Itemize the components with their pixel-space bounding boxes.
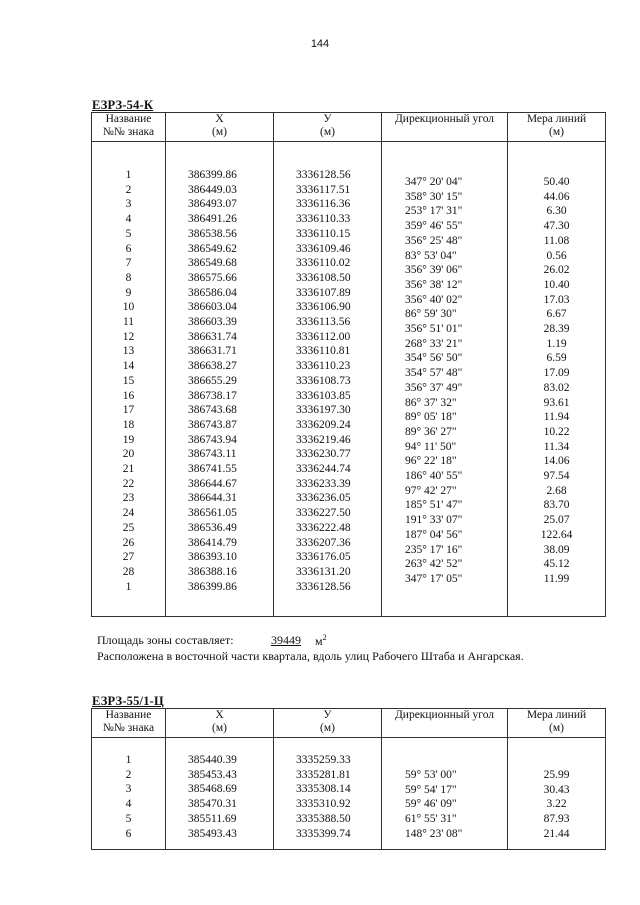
y-coordinate: 3336110.81	[296, 345, 351, 358]
y-coordinate: 3336108.73	[296, 374, 351, 387]
y-coordinate: 3336116.36	[296, 198, 351, 211]
point-number: 6	[125, 827, 132, 840]
line-length-list	[508, 142, 605, 587]
x-coordinate: 386738.17	[188, 389, 237, 402]
x-coordinate: 385493.43	[188, 827, 237, 840]
header-length: Мера линий (м)	[508, 113, 606, 142]
line-length: 10.40	[543, 278, 570, 291]
direction-angle: 235° 17' 16"	[405, 543, 463, 556]
line-length: 10.22	[543, 425, 570, 438]
y-coordinate: 3336128.56	[296, 580, 351, 593]
x-coordinate: 386575.66	[188, 271, 237, 284]
direction-angle: 356° 51' 01"	[405, 323, 463, 336]
y-coordinate: 3336113.56	[296, 316, 351, 329]
line-length: 83.70	[543, 499, 570, 512]
line-length: 17.09	[543, 367, 570, 380]
direction-angle: 263° 42' 52"	[405, 558, 463, 571]
point-number: 1	[125, 169, 132, 181]
y-coordinate: 3336110.33	[296, 213, 351, 226]
direction-angle: 191° 33' 07"	[405, 514, 463, 527]
zone-title-2: ЕЗРЗ-55/1-Ц	[92, 694, 164, 708]
zone-title-1: ЕЗРЗ-54-К	[92, 98, 154, 112]
header-y: У (м)	[274, 709, 382, 738]
point-number: 10	[122, 301, 135, 314]
direction-angle: 86° 59' 30"	[405, 308, 457, 321]
direction-angle-list	[382, 142, 507, 587]
header-angle: Дирекционный угол	[382, 113, 508, 142]
point-number: 12	[122, 330, 135, 343]
x-coordinate: 386631.71	[188, 345, 237, 358]
point-number: 20	[122, 448, 135, 461]
line-length: 0.56	[546, 249, 567, 262]
x-coordinate: 386603.39	[188, 316, 237, 329]
line-length: 11.94	[543, 411, 570, 424]
point-number: 16	[122, 389, 135, 402]
point-number: 5	[125, 812, 132, 825]
point-number-list	[92, 142, 165, 594]
y-coordinate: 3336207.36	[296, 536, 351, 549]
line-length: 6.59	[546, 352, 567, 365]
x-coordinate: 385470.31	[188, 798, 237, 811]
point-number: 23	[122, 492, 135, 505]
y-coordinate: 3336110.23	[296, 360, 351, 373]
point-number: 4	[125, 213, 132, 226]
y-coordinate: 3336222.48	[296, 521, 351, 534]
point-number: 8	[125, 271, 132, 284]
direction-angle: 354° 56' 50"	[405, 352, 463, 365]
x-coordinate: 386644.67	[188, 477, 237, 490]
y-coordinate: 3336236.05	[296, 492, 351, 505]
point-number: 22	[122, 477, 135, 490]
direction-angle: 253° 17' 31"	[405, 205, 463, 218]
coordinates-table-2	[91, 708, 606, 850]
point-number: 2	[125, 183, 132, 196]
y-coordinate: 3336176.05	[296, 551, 351, 564]
y-coordinate-list	[274, 142, 381, 594]
line-length: 1.19	[546, 337, 567, 350]
direction-angle: 86° 37' 32"	[405, 396, 457, 409]
x-coordinate: 386393.10	[188, 551, 237, 564]
direction-angle: 97° 42' 27"	[405, 484, 457, 497]
point-number: 25	[122, 521, 135, 534]
point-number: 28	[122, 565, 135, 578]
point-number: 26	[122, 536, 135, 549]
x-coordinate: 386538.56	[188, 227, 237, 240]
x-coordinate: 386536.49	[188, 521, 237, 534]
y-coordinate: 3336197.30	[296, 404, 351, 417]
direction-angle: 356° 39' 06"	[405, 264, 463, 277]
line-length: 21.44	[543, 827, 570, 840]
line-length: 25.99	[543, 769, 570, 781]
direction-angle: 83° 53' 04"	[405, 249, 457, 262]
line-length: 6.30	[546, 205, 567, 218]
header-point-name: Название №№ знака	[92, 709, 166, 738]
point-number: 1	[125, 580, 132, 593]
point-number: 2	[125, 768, 132, 781]
y-coordinate: 3335388.50	[296, 812, 351, 825]
line-length: 93.61	[543, 396, 570, 409]
line-length: 6.67	[546, 308, 567, 321]
line-length: 50.40	[543, 176, 570, 188]
x-coordinate: 386388.16	[188, 565, 237, 578]
y-coordinate: 3336112.00	[296, 330, 351, 343]
y-coordinate: 3336106.90	[296, 301, 351, 314]
x-coordinate: 386743.94	[188, 433, 237, 446]
y-coordinate: 3335259.33	[296, 754, 351, 766]
line-length: 122.64	[540, 528, 573, 541]
y-coordinate: 3336110.02	[296, 257, 351, 270]
x-coordinate: 386741.55	[188, 463, 237, 476]
y-coordinate: 3335308.14	[296, 783, 351, 796]
point-number: 18	[122, 418, 135, 431]
direction-angle: 148° 23' 08"	[405, 827, 463, 840]
y-coordinate: 3335399.74	[296, 827, 351, 840]
direction-angle: 59° 53' 00"	[405, 769, 457, 781]
direction-angle: 356° 38' 12"	[405, 278, 463, 291]
direction-angle: 185° 51' 47"	[405, 499, 463, 512]
direction-angle: 347° 20' 04"	[405, 176, 463, 188]
y-coordinate: 3336117.51	[296, 183, 351, 196]
direction-angle: 359° 46' 55"	[405, 220, 463, 233]
x-coordinate: 385440.39	[188, 754, 237, 766]
point-number: 19	[122, 433, 135, 446]
x-coordinate: 386493.07	[188, 198, 237, 211]
y-coordinate: 3335281.81	[296, 768, 351, 781]
direction-angle: 96° 22' 18"	[405, 455, 457, 468]
zone-location-text: Расположена в восточной части квартала, вдоль улиц Рабочего Штаба и Ангарская.	[97, 649, 524, 663]
point-number: 3	[125, 198, 132, 211]
line-length: 28.39	[543, 323, 570, 336]
x-coordinate: 385511.69	[188, 812, 237, 825]
direction-angle: 356° 37' 49"	[405, 381, 463, 394]
header-x: X (м)	[166, 113, 274, 142]
x-coordinate: 386603.04	[188, 301, 237, 314]
y-coordinate: 3336230.77	[296, 448, 351, 461]
y-coordinate: 3336109.46	[296, 242, 351, 255]
point-number: 1	[125, 754, 132, 766]
coordinates-table-1	[91, 112, 606, 617]
y-coordinate: 3336103.85	[296, 389, 351, 402]
page-number: 144	[310, 38, 330, 50]
direction-angle: 186° 40' 55"	[405, 470, 463, 483]
x-coordinate: 385468.69	[188, 783, 237, 796]
area-unit: $м^2$	[315, 633, 327, 648]
x-coordinate: 386743.68	[188, 404, 237, 417]
y-coordinate: 3336108.50	[296, 271, 351, 284]
point-number: 11	[122, 316, 135, 329]
direction-angle: 358° 30' 15"	[405, 190, 463, 203]
line-length: 97.54	[543, 470, 570, 483]
point-number: 9	[125, 286, 132, 299]
x-coordinate: 386399.86	[188, 580, 237, 593]
area-value: 39449	[271, 633, 301, 647]
line-length: 2.68	[546, 484, 567, 497]
line-length: 30.43	[543, 783, 570, 796]
x-coordinate: 386631.74	[188, 330, 237, 343]
point-number: 6	[125, 242, 132, 255]
point-number: 27	[122, 551, 135, 564]
point-number: 24	[122, 507, 135, 520]
direction-angle: 354° 57' 48"	[405, 367, 463, 380]
y-coordinate: 3336233.39	[296, 477, 351, 490]
y-coordinate: 3336131.20	[296, 565, 351, 578]
line-length: 87.93	[543, 813, 570, 826]
line-length: 25.07	[543, 514, 570, 527]
header-length: Мера линий (м)	[508, 709, 606, 738]
x-coordinate: 386644.31	[188, 492, 237, 505]
area-label: Площадь зоны составляет:	[97, 633, 234, 647]
y-coordinate: 3335310.92	[296, 798, 351, 811]
x-coordinate: 386743.11	[188, 448, 237, 461]
direction-angle: 268° 33' 21"	[405, 337, 463, 350]
point-number: 14	[122, 360, 135, 373]
line-length: 14.06	[543, 455, 570, 468]
line-length-list	[508, 738, 605, 842]
x-coordinate: 386561.05	[188, 507, 237, 520]
point-number: 21	[122, 463, 135, 476]
y-coordinate: 3336128.56	[296, 169, 351, 181]
direction-angle: 356° 25' 48"	[405, 234, 463, 247]
point-number: 15	[122, 374, 135, 387]
header-angle: Дирекционный угол	[382, 709, 508, 738]
direction-angle: 59° 54' 17"	[405, 783, 457, 796]
x-coordinate: 386655.29	[188, 374, 237, 387]
header-x: X (м)	[166, 709, 274, 738]
x-coordinate: 386743.87	[188, 418, 237, 431]
y-coordinate: 3336219.46	[296, 433, 351, 446]
point-number: 13	[122, 345, 135, 358]
direction-angle: 59° 46' 09"	[405, 798, 457, 811]
x-coordinate: 386549.68	[188, 257, 237, 270]
point-number: 7	[125, 257, 132, 270]
line-length: 11.34	[543, 440, 570, 453]
direction-angle-list	[382, 738, 507, 842]
line-length: 11.08	[543, 234, 570, 247]
direction-angle: 187° 04' 56"	[405, 528, 463, 541]
line-length: 45.12	[543, 558, 570, 571]
y-coordinate: 3336110.15	[296, 227, 351, 240]
direction-angle: 94° 11' 50"	[405, 440, 457, 453]
point-number: 3	[125, 783, 132, 796]
header-y: У (м)	[274, 113, 382, 142]
line-length: 11.99	[543, 572, 570, 585]
point-number: 17	[122, 404, 135, 417]
direction-angle: 89° 36' 27"	[405, 425, 457, 438]
direction-angle: 61° 55' 31"	[405, 813, 457, 826]
line-length: 44.06	[543, 190, 570, 203]
direction-angle: 356° 40' 02"	[405, 293, 463, 306]
line-length: 17.03	[543, 293, 570, 306]
x-coordinate-list	[166, 142, 273, 594]
y-coordinate: 3336209.24	[296, 418, 351, 431]
x-coordinate-list	[166, 738, 273, 841]
x-coordinate: 386399.86	[188, 169, 237, 181]
line-length: 83.02	[543, 381, 570, 394]
y-coordinate: 3336107.89	[296, 286, 351, 299]
line-length: 47.30	[543, 220, 570, 233]
line-length: 26.02	[543, 264, 570, 277]
direction-angle: 347° 17' 05"	[405, 572, 463, 585]
y-coordinate: 3336227.50	[296, 507, 351, 520]
x-coordinate: 386638.27	[188, 360, 237, 373]
direction-angle: 89° 05' 18"	[405, 411, 457, 424]
header-point-name: Название №№ знака	[92, 113, 166, 142]
x-coordinate: 386586.04	[188, 286, 237, 299]
x-coordinate: 385453.43	[188, 768, 237, 781]
line-length: 38.09	[543, 543, 570, 556]
y-coordinate-list	[274, 738, 381, 841]
x-coordinate: 386549.62	[188, 242, 237, 255]
line-length: 3.22	[546, 798, 567, 811]
x-coordinate: 386414.79	[188, 536, 237, 549]
y-coordinate: 3336244.74	[296, 463, 351, 476]
point-number: 5	[125, 227, 132, 240]
x-coordinate: 386491.26	[188, 213, 237, 226]
x-coordinate: 386449.03	[188, 183, 237, 196]
point-number-list	[92, 738, 165, 841]
point-number: 4	[125, 798, 132, 811]
